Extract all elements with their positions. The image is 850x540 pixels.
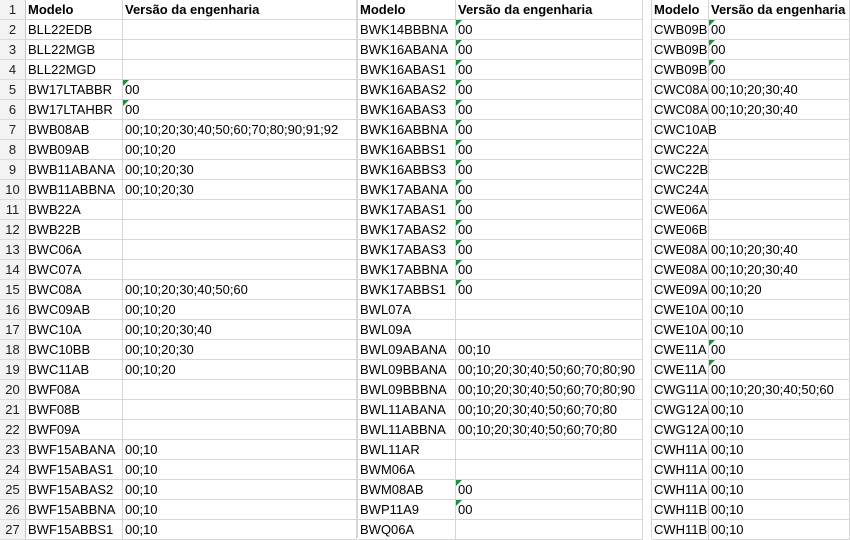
version-cell[interactable]: 00: [456, 40, 643, 60]
model-cell[interactable]: BWB22B: [26, 220, 123, 240]
error-indicator-icon: [456, 20, 462, 26]
model-cell[interactable]: CWC22A: [652, 140, 709, 160]
version-cell[interactable]: [123, 40, 357, 60]
version-cell[interactable]: 00: [123, 80, 357, 100]
version-cell[interactable]: 00;10: [709, 500, 850, 520]
error-indicator-icon: [709, 340, 715, 346]
row-number[interactable]: 13: [0, 240, 26, 260]
model-cell[interactable]: BWB08AB: [26, 120, 123, 140]
model-cell[interactable]: CWE08A: [652, 240, 709, 260]
header-modelo[interactable]: Modelo: [652, 0, 709, 20]
version-cell[interactable]: 00;10;20;30;40: [709, 240, 850, 260]
version-cell[interactable]: 00: [456, 260, 643, 280]
version-cell[interactable]: 00: [456, 60, 643, 80]
version-cell[interactable]: [456, 320, 643, 340]
version-cell[interactable]: 00;10;20;30;40: [123, 320, 357, 340]
error-indicator-icon: [123, 100, 129, 106]
row-number[interactable]: 24: [0, 460, 26, 480]
model-cell[interactable]: CWH11A: [652, 460, 709, 480]
model-cell[interactable]: BWM06A: [358, 460, 456, 480]
model-cell[interactable]: CWE08A: [652, 260, 709, 280]
version-cell[interactable]: 00;10;20;30;40;50;60;70;80;90: [456, 360, 643, 380]
version-cell[interactable]: 00: [709, 340, 850, 360]
row-number[interactable]: 20: [0, 380, 26, 400]
error-indicator-icon: [709, 40, 715, 46]
model-cell[interactable]: CWE09A: [652, 280, 709, 300]
model-cell[interactable]: BWB09AB: [26, 140, 123, 160]
error-indicator-icon: [456, 80, 462, 86]
version-cell[interactable]: 00: [456, 200, 643, 220]
model-cell[interactable]: CWB09B: [652, 40, 709, 60]
version-cell[interactable]: 00;10;20;30;40: [709, 80, 850, 100]
model-cell[interactable]: BWC10BB: [26, 340, 123, 360]
model-cell[interactable]: BLL22MGD: [26, 60, 123, 80]
row-number[interactable]: 26: [0, 500, 26, 520]
version-cell[interactable]: 00;10: [709, 460, 850, 480]
version-cell[interactable]: [456, 460, 643, 480]
header-versao[interactable]: Versão da engenharia: [709, 0, 850, 20]
model-cell[interactable]: BW17LTAHBR: [26, 100, 123, 120]
model-cell[interactable]: CWE11A: [652, 340, 709, 360]
model-cell[interactable]: CWB09B: [652, 20, 709, 40]
model-cell[interactable]: BWF15ABBS1: [26, 520, 123, 540]
version-cell[interactable]: [123, 380, 357, 400]
version-cell[interactable]: 00: [456, 280, 643, 300]
error-indicator-icon: [709, 60, 715, 66]
model-cell[interactable]: BWC10A: [26, 320, 123, 340]
row-number[interactable]: 7: [0, 120, 26, 140]
header-versao[interactable]: Versão da engenharia: [456, 0, 643, 20]
row-number[interactable]: 12: [0, 220, 26, 240]
version-cell[interactable]: [709, 160, 850, 180]
model-cell[interactable]: BWK16ABBNA: [358, 120, 456, 140]
version-cell[interactable]: 00: [709, 20, 850, 40]
error-indicator-icon: [456, 120, 462, 126]
model-cell[interactable]: CWE06B: [652, 220, 709, 240]
model-cell[interactable]: BWL11ABBNA: [358, 420, 456, 440]
error-indicator-icon: [456, 100, 462, 106]
version-cell[interactable]: 00;10: [709, 440, 850, 460]
version-cell[interactable]: 00;10;20: [123, 300, 357, 320]
model-cell[interactable]: BWQ06A: [358, 520, 456, 540]
model-cell[interactable]: BLL22EDB: [26, 20, 123, 40]
error-indicator-icon: [456, 260, 462, 266]
model-cell[interactable]: BWL07A: [358, 300, 456, 320]
version-cell[interactable]: [709, 140, 850, 160]
row-number[interactable]: 14: [0, 260, 26, 280]
model-cell[interactable]: CWC24A: [652, 180, 709, 200]
model-cell[interactable]: BWM08AB: [358, 480, 456, 500]
version-cell[interactable]: 00: [456, 480, 643, 500]
version-cell[interactable]: [456, 520, 643, 540]
error-indicator-icon: [123, 80, 129, 86]
model-cell[interactable]: BWB11ABANA: [26, 160, 123, 180]
row-number[interactable]: 18: [0, 340, 26, 360]
error-indicator-icon: [456, 60, 462, 66]
model-cell[interactable]: CWG11A: [652, 380, 709, 400]
version-cell[interactable]: 00: [456, 240, 643, 260]
model-cell[interactable]: BWL09BBANA: [358, 360, 456, 380]
version-cell[interactable]: 00: [456, 120, 643, 140]
version-cell[interactable]: 00;10: [123, 500, 357, 520]
row-number[interactable]: 23: [0, 440, 26, 460]
model-cell[interactable]: BWK16ABAS2: [358, 80, 456, 100]
model-cell[interactable]: BWB22A: [26, 200, 123, 220]
model-cell[interactable]: BWF08B: [26, 400, 123, 420]
row-number[interactable]: 17: [0, 320, 26, 340]
error-indicator-icon: [456, 220, 462, 226]
row-number[interactable]: 21: [0, 400, 26, 420]
version-cell[interactable]: 00;10: [456, 340, 643, 360]
model-cell[interactable]: BWK17ABAS3: [358, 240, 456, 260]
error-indicator-icon: [456, 480, 462, 486]
error-indicator-icon: [456, 180, 462, 186]
version-cell[interactable]: 00;10;20;30;40;50;60;70;80: [456, 400, 643, 420]
header-modelo[interactable]: Modelo: [358, 0, 456, 20]
version-cell[interactable]: 00: [456, 140, 643, 160]
model-cell[interactable]: CWH11A: [652, 480, 709, 500]
version-cell[interactable]: 00: [456, 500, 643, 520]
version-cell[interactable]: 00;10;20: [123, 140, 357, 160]
row-number[interactable]: 22: [0, 420, 26, 440]
model-cell[interactable]: BWC09AB: [26, 300, 123, 320]
row-number[interactable]: 9: [0, 160, 26, 180]
row-number[interactable]: 4: [0, 60, 26, 80]
version-cell[interactable]: 00;10: [123, 480, 357, 500]
model-cell[interactable]: BWK17ABAS2: [358, 220, 456, 240]
error-indicator-icon: [456, 240, 462, 246]
row-number[interactable]: 27: [0, 520, 26, 540]
model-cell[interactable]: CWH11A: [652, 440, 709, 460]
version-cell[interactable]: 00;10;20: [709, 280, 850, 300]
error-indicator-icon: [456, 200, 462, 206]
model-cell[interactable]: BWL09ABANA: [358, 340, 456, 360]
model-cell[interactable]: BWK16ABBS1: [358, 140, 456, 160]
version-cell[interactable]: 00;10;20;30;40: [709, 260, 850, 280]
model-cell[interactable]: BWC11AB: [26, 360, 123, 380]
column-divider: [651, 0, 652, 538]
version-cell[interactable]: 00: [456, 180, 643, 200]
model-cell[interactable]: CWE10A: [652, 320, 709, 340]
version-cell[interactable]: 00;10: [709, 420, 850, 440]
version-cell[interactable]: 00: [456, 220, 643, 240]
model-cell[interactable]: BWK17ABAS1: [358, 200, 456, 220]
version-cell[interactable]: [123, 240, 357, 260]
model-cell[interactable]: BWK17ABBNA: [358, 260, 456, 280]
version-cell[interactable]: 00;10: [123, 460, 357, 480]
error-indicator-icon: [456, 280, 462, 286]
row-number[interactable]: 11: [0, 200, 26, 220]
model-cell[interactable]: BWB11ABBNA: [26, 180, 123, 200]
model-cell[interactable]: CWG12A: [652, 400, 709, 420]
version-cell[interactable]: [123, 60, 357, 80]
version-cell[interactable]: 00;10;20;30;40;50;60;70;80: [456, 420, 643, 440]
version-cell[interactable]: 00;10;20;30;40;50;60: [123, 280, 357, 300]
header-modelo[interactable]: Modelo: [26, 0, 123, 20]
model-cell[interactable]: BWC07A: [26, 260, 123, 280]
model-cell[interactable]: BW17LTABBR: [26, 80, 123, 100]
version-cell[interactable]: 00;10;20;30;40;50;60: [709, 380, 850, 400]
version-cell[interactable]: 00;10: [709, 400, 850, 420]
row-number[interactable]: 5: [0, 80, 26, 100]
model-cell[interactable]: BWK16ABAS3: [358, 100, 456, 120]
model-cell[interactable]: BWK17ABANA: [358, 180, 456, 200]
error-indicator-icon: [456, 160, 462, 166]
row-number[interactable]: 8: [0, 140, 26, 160]
version-cell[interactable]: 00;10: [709, 520, 850, 540]
row-number[interactable]: 15: [0, 280, 26, 300]
version-cell[interactable]: 00;10: [123, 520, 357, 540]
model-cell[interactable]: CWC10AB: [652, 120, 709, 140]
model-cell[interactable]: CWE06A: [652, 200, 709, 220]
model-cell[interactable]: BWF15ABAS1: [26, 460, 123, 480]
error-indicator-icon: [456, 40, 462, 46]
model-cell[interactable]: CWE10A: [652, 300, 709, 320]
version-cell[interactable]: [709, 220, 850, 240]
version-cell[interactable]: 00: [709, 60, 850, 80]
error-indicator-icon: [709, 20, 715, 26]
version-cell[interactable]: [123, 200, 357, 220]
model-cell[interactable]: CWG12A: [652, 420, 709, 440]
row-number[interactable]: 19: [0, 360, 26, 380]
version-cell[interactable]: 00;10: [709, 480, 850, 500]
model-cell[interactable]: BWK16ABAS1: [358, 60, 456, 80]
model-cell[interactable]: CWC08A: [652, 80, 709, 100]
row-number[interactable]: 10: [0, 180, 26, 200]
version-cell[interactable]: 00;10;20;30: [123, 340, 357, 360]
version-cell[interactable]: 00;10;20;30;40;50;60;70;80;90: [456, 380, 643, 400]
version-cell[interactable]: [123, 260, 357, 280]
model-cell[interactable]: BWC06A: [26, 240, 123, 260]
model-cell[interactable]: BWK14BBBNA: [358, 20, 456, 40]
version-cell[interactable]: 00: [456, 160, 643, 180]
version-cell[interactable]: 00;10;20;30;40;50;60;70;80;90;91;92: [123, 120, 357, 140]
version-cell[interactable]: [709, 180, 850, 200]
row-number[interactable]: 6: [0, 100, 26, 120]
error-indicator-icon: [456, 500, 462, 506]
version-cell[interactable]: 00;10: [709, 320, 850, 340]
row-number[interactable]: 2: [0, 20, 26, 40]
version-cell[interactable]: 00;10;20;30;40: [709, 100, 850, 120]
row-number[interactable]: 25: [0, 480, 26, 500]
model-cell[interactable]: BWC08A: [26, 280, 123, 300]
version-cell[interactable]: 00;10;20;30: [123, 160, 357, 180]
model-cell[interactable]: BWF08A: [26, 380, 123, 400]
model-cell[interactable]: BWK16ABANA: [358, 40, 456, 60]
model-cell[interactable]: BWL09A: [358, 320, 456, 340]
column-divider: [357, 0, 358, 538]
error-indicator-icon: [709, 360, 715, 366]
model-cell[interactable]: BWF15ABANA: [26, 440, 123, 460]
model-cell[interactable]: BWL11ABANA: [358, 400, 456, 420]
version-cell[interactable]: [123, 400, 357, 420]
model-cell[interactable]: CWB09B: [652, 60, 709, 80]
model-cell[interactable]: BWF15ABBNA: [26, 500, 123, 520]
model-cell[interactable]: BWL09BBBNA: [358, 380, 456, 400]
model-cell[interactable]: CWC08A: [652, 100, 709, 120]
version-cell[interactable]: 00;10;20;30: [123, 180, 357, 200]
model-cell[interactable]: BWK16ABBS3: [358, 160, 456, 180]
version-cell[interactable]: 00: [456, 20, 643, 40]
version-cell[interactable]: [123, 220, 357, 240]
model-cell[interactable]: BLL22MGB: [26, 40, 123, 60]
model-cell[interactable]: BWK17ABBS1: [358, 280, 456, 300]
model-cell[interactable]: CWE11A: [652, 360, 709, 380]
model-cell[interactable]: CWH11B: [652, 520, 709, 540]
version-cell[interactable]: [456, 440, 643, 460]
version-cell[interactable]: 00;10;20: [123, 360, 357, 380]
header-versao[interactable]: Versão da engenharia: [123, 0, 357, 20]
model-cell[interactable]: BWF09A: [26, 420, 123, 440]
model-cell[interactable]: CWC22B: [652, 160, 709, 180]
version-cell[interactable]: [123, 20, 357, 40]
row-number[interactable]: 16: [0, 300, 26, 320]
version-cell[interactable]: [709, 120, 850, 140]
version-cell[interactable]: 00: [456, 100, 643, 120]
model-cell[interactable]: BWF15ABAS2: [26, 480, 123, 500]
version-cell[interactable]: [456, 300, 643, 320]
row-number[interactable]: 1: [0, 0, 26, 20]
version-cell[interactable]: [123, 420, 357, 440]
model-cell[interactable]: CWH11B: [652, 500, 709, 520]
version-cell[interactable]: 00;10: [709, 300, 850, 320]
error-indicator-icon: [456, 140, 462, 146]
version-cell[interactable]: 00: [123, 100, 357, 120]
version-cell[interactable]: [709, 200, 850, 220]
model-cell[interactable]: BWL11AR: [358, 440, 456, 460]
model-cell[interactable]: BWP11A9: [358, 500, 456, 520]
version-cell[interactable]: 00: [709, 40, 850, 60]
row-number[interactable]: 3: [0, 40, 26, 60]
version-cell[interactable]: 00;10: [123, 440, 357, 460]
version-cell[interactable]: 00: [709, 360, 850, 380]
version-cell[interactable]: 00: [456, 80, 643, 100]
